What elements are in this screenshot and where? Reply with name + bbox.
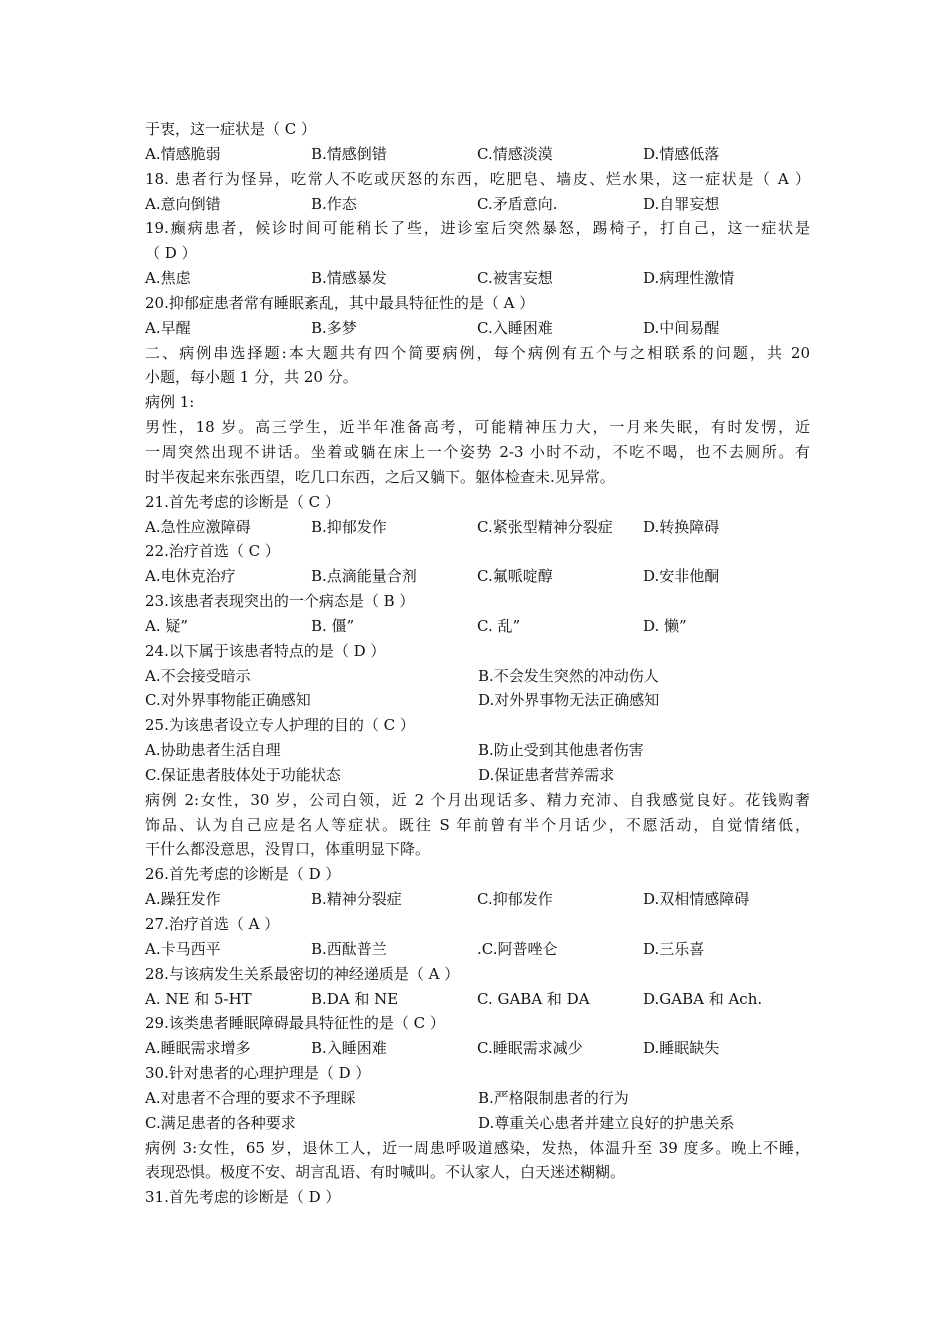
answer-option: B.不会发生突然的冲动伤人 <box>478 666 659 685</box>
answer-option: D.三乐喜 <box>643 939 705 958</box>
answer-option: D.GABA 和 Ach. <box>643 989 763 1008</box>
answer-option: B.情感暴发 <box>311 269 387 288</box>
answer-option: D.病理性激情 <box>643 269 735 288</box>
answer-option: A.电休克治疗 <box>145 567 236 586</box>
answer-option: C. 乱” <box>477 616 521 635</box>
text-line: 表现恐惧。极度不安、胡言乱语、有时喊叫。不认家人，白天迷述糊糊。 <box>145 1163 626 1182</box>
text-line: 男性，18 岁。高三学生，近半年准备高考，可能精神压力大，一月来失眠，有时发愣，近 <box>145 418 810 437</box>
text-line: 病例 2:女性，30 岁，公司白领，近 2 个月出现话多、精力充沛、自我感觉良好。花钱购奢 <box>145 790 810 809</box>
answer-option: B.西酞普兰 <box>311 939 387 958</box>
text-line: 18. 患者行为怪异，吃常人不吃或厌怒的东西，吃肥皂、墙皮、烂水果，这一症状是（ A ） <box>145 169 810 188</box>
option-row <box>145 763 810 788</box>
answer-option: B.防止受到其他患者伤害 <box>478 741 644 760</box>
text-line: 干什么都没意思，没胃口，体重明显下降。 <box>145 840 431 859</box>
answer-option: B.点滴能量合剂 <box>311 567 417 586</box>
answer-option: D.自罪妄想 <box>643 194 720 213</box>
answer-option: D. 懒” <box>643 616 687 635</box>
text-line: 于衷，这一症状是（ C ） <box>145 120 317 138</box>
option-row <box>145 1111 810 1136</box>
answer-option: A.协助患者生活自理 <box>145 741 281 760</box>
option-row <box>145 316 810 341</box>
answer-option: D.转换障碍 <box>643 517 720 536</box>
answer-option: A.对患者不合理的要求不予理睬 <box>145 1088 356 1107</box>
text-line: 31.首先考虑的诊断是（ D ） <box>145 1188 341 1207</box>
answer-option: C.氟哌啶醇 <box>477 567 553 586</box>
option-row <box>145 1036 810 1061</box>
text-line: 27.治疗首选（ A ） <box>145 915 280 933</box>
text-line: 饰品、认为自己应是名人等症状。既往 S 年前曾有半个月话少，不愿活动，自觉情绪低， <box>145 815 810 834</box>
text-line: 21.首先考虑的诊断是（ C ） <box>145 492 340 511</box>
text-line: 病例 1: <box>145 393 195 412</box>
answer-option: D.中间易醒 <box>643 318 720 337</box>
option-row <box>145 1086 810 1111</box>
text-line: 24.以下属于该患者特点的是（ D ） <box>145 641 386 660</box>
text-line: 26.首先考虑的诊断是（ D ） <box>145 865 341 884</box>
answer-option: C.保证患者肢体处于功能状态 <box>145 765 341 784</box>
text-line: （ D ） <box>145 244 197 263</box>
answer-option: A.躁狂发作 <box>145 890 221 909</box>
answer-option: D.情感低落 <box>643 144 720 163</box>
answer-option: C.紧张型精神分裂症 <box>477 517 613 536</box>
answer-option: D.保证患者营养需求 <box>478 765 615 784</box>
text-line: 一周突然出现不讲话。坐着或躺在床上一个姿势 2-3 小时不动，不吃不喝，也不去厕所。有 <box>145 442 810 461</box>
text-line: 28.与该病发生关系最密切的神经递质是（ A ） <box>145 964 460 983</box>
answer-option: A.急性应激障碍 <box>145 517 251 536</box>
answer-option: A.焦虑 <box>145 269 191 288</box>
text-line: 25.为该患者设立专人护理的目的（ C ） <box>145 716 415 735</box>
option-row <box>145 937 810 962</box>
option-row <box>145 564 810 589</box>
answer-option: D.睡眠缺失 <box>643 1039 720 1058</box>
answer-option: D.安非他酮 <box>643 567 720 586</box>
answer-option: C.情感淡漠 <box>477 144 553 163</box>
text-line: 19.癫病患者，候诊时间可能稍长了些，进诊室后突然暴怒，踢椅子，打自己，这一症状是 <box>145 219 810 238</box>
option-row <box>145 266 810 291</box>
text-line: 29.该类患者睡眠障碍最具特征性的是（ C ） <box>145 1014 445 1033</box>
option-row <box>145 664 810 689</box>
text-line: 小题，每小题 1 分，共 20 分。 <box>145 368 358 387</box>
answer-option: B.多梦 <box>311 318 357 337</box>
answer-option: C.入睡困难 <box>477 318 553 337</box>
answer-option: A.睡眠需求增多 <box>145 1039 251 1058</box>
text-line: 时半夜起来东张西望，吃几口东西，之后又躺下。躯体检查未.见异常。 <box>145 467 615 486</box>
answer-option: B.入睡困难 <box>311 1039 387 1058</box>
answer-option: B.情感倒错 <box>311 144 387 163</box>
answer-option: D.对外界事物无法正确感知 <box>478 691 660 710</box>
option-row <box>145 515 810 540</box>
option-row <box>145 614 810 639</box>
option-row <box>145 688 810 713</box>
option-row <box>145 192 810 217</box>
answer-option: B.抑郁发作 <box>311 517 387 536</box>
answer-option: A.意向倒错 <box>145 194 221 213</box>
option-row <box>145 887 810 912</box>
answer-option: .C.阿普唑仑 <box>477 939 558 958</box>
answer-option: C.被害妄想 <box>477 269 553 288</box>
answer-option: D.尊重关心患者并建立良好的护患关系 <box>478 1113 735 1132</box>
answer-option: B.DA 和 NE <box>311 989 399 1008</box>
text-line: 22.治疗首选（ C ） <box>145 542 280 561</box>
answer-option: C.抑郁发作 <box>477 890 553 909</box>
option-row <box>145 738 810 763</box>
answer-option: B.作态 <box>311 194 357 213</box>
answer-option: A.早醒 <box>145 318 191 337</box>
answer-option: C.矛盾意向. <box>477 194 558 213</box>
answer-option: A.不会接受暗示 <box>145 666 251 685</box>
option-row <box>145 142 810 167</box>
option-row <box>145 987 810 1012</box>
answer-option: A. NE 和 5-HT <box>145 989 252 1008</box>
answer-option: A. 疑” <box>145 616 189 635</box>
text-line: 病例 3:女性，65 岁，退休工人，近一周患呼吸道感染，发热，体温升至 39 度多。晚上不睡， <box>145 1138 810 1157</box>
answer-option: C.满足患者的各种要求 <box>145 1113 296 1132</box>
answer-option: A.卡马西平 <box>145 939 221 958</box>
answer-option: C.对外界事物能正确感知 <box>145 691 311 710</box>
answer-option: C. GABA 和 DA <box>477 989 590 1008</box>
answer-option: D.双相情感障碍 <box>643 890 750 909</box>
answer-option: B.严格限制患者的行为 <box>478 1088 629 1107</box>
text-line: 20.抑郁症患者常有睡眠紊乱，其中最具特征性的是（ A ） <box>145 293 535 312</box>
answer-option: C.睡眠需求减少 <box>477 1039 583 1058</box>
answer-option: B. 僵” <box>311 616 355 635</box>
text-line: 二、病例串选择题:本大题共有四个简要病例，每个病例有五个与之相联系的问题，共 20 <box>145 343 810 362</box>
answer-option: A.情感脆弱 <box>145 144 221 163</box>
answer-option: B.精神分裂症 <box>311 890 402 909</box>
exam-content <box>145 117 810 1210</box>
text-line: 23.该患者表现突出的一个病态是（ B ） <box>145 592 415 611</box>
text-line: 30.针对患者的心理护理是（ D ） <box>145 1064 371 1083</box>
